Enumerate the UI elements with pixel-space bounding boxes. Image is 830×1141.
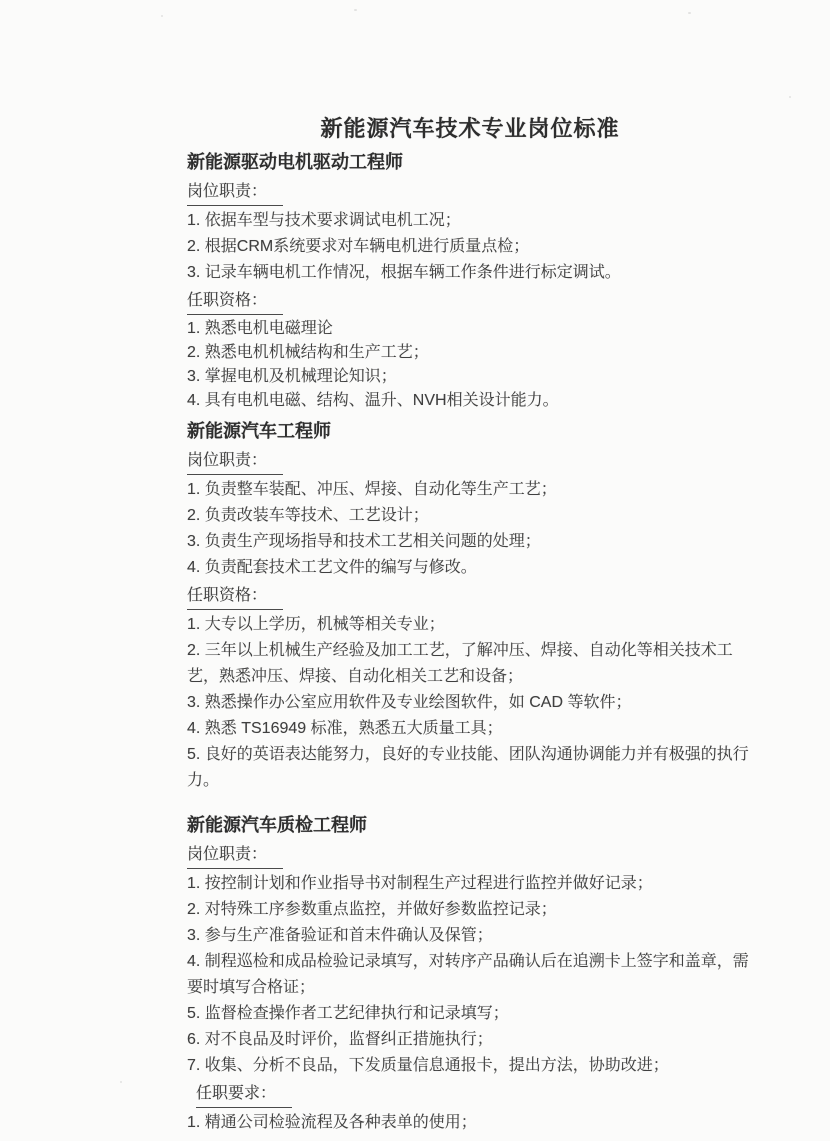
list-item: 2. 根据CRM系统要求对车辆电机进行质量点检； [187, 238, 530, 255]
list-item: 4. 负责配套技术工艺文件的编写与修改。 [187, 559, 477, 576]
section-drive-motor-engineer [187, 149, 753, 413]
list-item: 2. 对特殊工序参数重点监控，并做好参数监控记录； [187, 901, 557, 918]
section-heading: 新能源驱动电机驱动工程师 [187, 152, 403, 172]
scan-speck [120, 1081, 122, 1083]
document-title: 新能源汽车技术专业岗位标准 [320, 116, 620, 141]
scan-speck [354, 9, 357, 11]
list-item: 3. 参与生产准备验证和首末件确认及保管； [187, 927, 493, 944]
responsibilities-block [187, 448, 753, 581]
responsibilities-block [187, 179, 753, 286]
block-label: 任职资格： [187, 584, 283, 610]
list-item: 3. 熟悉操作办公室应用软件及专业绘图软件，如 CAD 等软件； [187, 694, 632, 711]
block-label: 岗位职责： [187, 843, 283, 869]
block-label: 任职资格： [187, 289, 283, 315]
block-label: 任职要求： [196, 1082, 292, 1108]
list-item: 1. 负责整车装配、冲压、焊接、自动化等生产工艺； [187, 481, 557, 498]
list-item: 3. 记录车辆电机工作情况，根据车辆工作条件进行标定调试。 [187, 264, 621, 281]
scan-speck [789, 96, 791, 98]
list-item: 1. 精通公司检验流程及各种表单的使用； [187, 1114, 477, 1131]
section-heading: 新能源汽车质检工程师 [187, 815, 367, 835]
list-item: 2. 三年以上机械生产经验及加工工艺，了解冲压、焊接、自动化等相关技术工艺，熟悉冲压、焊接、自动化相关工艺和设备； [187, 642, 733, 685]
section-heading: 新能源汽车工程师 [187, 421, 331, 441]
list-item: 4. 具有电机电磁、结构、温升、NVH相关设计能力。 [187, 392, 559, 409]
list-item: 5. 监督检查操作者工艺纪律执行和记录填写； [187, 1005, 509, 1022]
list-item: 2. 负责改装车等技术、工艺设计； [187, 507, 429, 524]
scan-speck [688, 12, 691, 14]
list-item: 1. 按控制计划和作业指导书对制程生产过程进行监控并做好记录； [187, 875, 653, 892]
qualifications-block [187, 583, 753, 794]
list-item: 1. 熟悉电机电磁理论 [187, 320, 333, 337]
list-item: 5. 良好的英语表达能努力，良好的专业技能、团队沟通协调能力并有极强的执行力。 [187, 746, 749, 789]
list-item: 3. 负责生产现场指导和技术工艺相关问题的处理； [187, 533, 541, 550]
list-item: 1. 大专以上学历，机械等相关专业； [187, 616, 445, 633]
requirements-block [187, 1081, 753, 1136]
responsibilities-block [187, 842, 753, 1079]
list-item: 7. 收集、分析不良品，下发质量信息通报卡，提出方法，协助改进； [187, 1057, 669, 1074]
section-quality-inspection-engineer [187, 812, 753, 1136]
list-item: 4. 制程巡检和成品检验记录填写，对转序产品确认后在追溯卡上签字和盖章，需要时填写合格证； [187, 953, 749, 996]
section-nev-engineer [187, 418, 753, 794]
block-label: 岗位职责： [187, 449, 283, 475]
list-item: 1. 依据车型与技术要求调试电机工况； [187, 212, 461, 229]
list-item: 6. 对不良品及时评价，监督纠正措施执行； [187, 1031, 493, 1048]
qualifications-block [187, 288, 753, 413]
list-item: 2. 熟悉电机机械结构和生产工艺； [187, 344, 429, 361]
list-item: 4. 熟悉 TS16949 标准，熟悉五大质量工具； [187, 720, 503, 737]
block-label: 岗位职责： [187, 180, 283, 206]
list-item: 3. 掌握电机及机械理论知识； [187, 368, 397, 385]
scan-speck [161, 15, 163, 17]
